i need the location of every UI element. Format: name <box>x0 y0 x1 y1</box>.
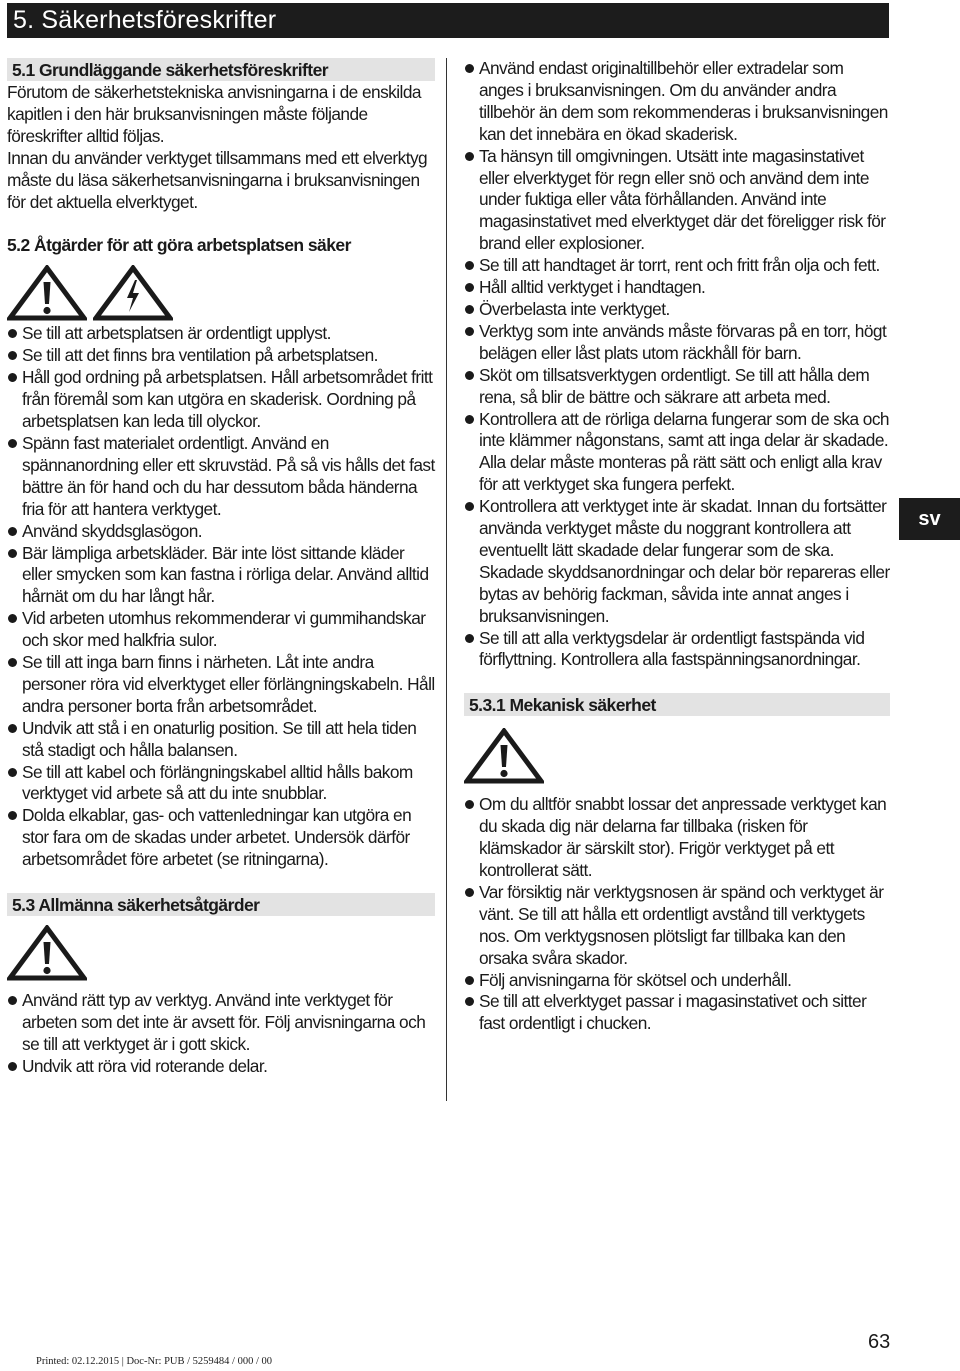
list-item: Kontrollera att de rörliga delarna fungerar som de ska och inte klämmer någonstans, samt att inga delar är skadade. Alla delar måste monteras på rätt sätt och enligt alla krav för att verktyget ska fungera perfekt. <box>464 409 890 497</box>
right-column <box>464 58 890 1035</box>
heading-5-3-1: 5.3.1 Mekanisk säkerhet <box>464 693 890 716</box>
list-item: Se till att handtaget är torrt, rent och fritt från olja och fett. <box>464 255 890 277</box>
warning-triangle-icon <box>7 925 87 981</box>
print-footer: Printed: 02.12.2015 | Doc-Nr: PUB / 5259484 / 000 / 00 <box>36 1356 273 1367</box>
list-item: Använd endast originaltillbehör eller extradelar som anges i bruksanvisningen. Om du använder andra tillbehör än dem som rekommenderas i bruksanvisningen kan det innebära en ökad skaderisk. <box>464 58 890 146</box>
heading-5-3: 5.3 Allmänna säkerhetsåtgärder <box>7 893 435 916</box>
warning-triangle-icon <box>7 265 87 321</box>
list-item: Om du alltför snabbt lossar det anpressade verktyget kan du skada dig när delarna far tillbaka (risken för klämskador är särskilt stor). Frigör verktyget på ett kontrollerat sätt. <box>464 794 890 882</box>
list-item: Håll alltid verktyget i handtagen. <box>464 277 890 299</box>
list-item: Undvik att stå i en onaturlig position. Se till att hela tiden stå stadigt och hålla balansen. <box>7 718 435 762</box>
list-item: Sköt om tillsatsverktygen ordentligt. Se till att hålla dem rena, så blir de bättre och säkrare att arbeta med. <box>464 365 890 409</box>
list-item: Ta hänsyn till omgivningen. Utsätt inte magasinstativet eller elverktyget för regn eller snö och använd dem inte under fuktiga eller våta förhållanden. Använd inte magasinstativet med elverktyget där det föreligger risk för brand eller explosioner. <box>464 146 890 256</box>
hazard-icons <box>7 265 435 321</box>
column-divider <box>446 58 447 1101</box>
list-item: Överbelasta inte verktyget. <box>464 299 890 321</box>
mechanical-warning <box>464 728 890 790</box>
left-column <box>7 58 435 1078</box>
intro-paragraph: Förutom de säkerhetstekniska anvisningarna i de enskilda kapitlen i den här bruksanvisningen måste följande föreskrifter alltid följas. <box>7 82 421 146</box>
heading-5-1: 5.1 Grundläggande säkerhetsföreskrifter <box>7 58 435 81</box>
list-item: Se till att det finns bra ventilation på arbetsplatsen. <box>7 345 435 367</box>
page-number: 63 <box>868 1331 891 1353</box>
general-safety-list-left <box>7 990 435 1078</box>
list-item: Dolda elkablar, gas- och vattenledningar kan utgöra en stor fara om de skadas under arbetet. Undersök därför arbetsområdet före arbetet (se ritningarna). <box>7 805 435 871</box>
warning-triangle-icon <box>464 728 544 784</box>
list-item: Se till att inga barn finns i närheten. Låt inte andra personer röra vid elverktyget eller förlängningskabeln. Håll andra personer borta från arbetsområdet. <box>7 652 435 718</box>
electric-hazard-icon <box>93 265 173 321</box>
section-title: 5. Säkerhetsföreskrifter <box>7 3 889 38</box>
list-item: Använd rätt typ av verktyg. Använd inte verktyget för arbeten som det inte är avsett för. Följ anvisningarna och se till att verktyget är i gott skick. <box>7 990 435 1056</box>
list-item: Kontrollera att verktyget inte är skadat. Innan du fortsätter använda verktyget måste du noggrant kontrollera att eventuellt lätt skadade delar fungerar som de ska. Skadade skyddsanordningar och delar bör repareras eller bytas av behörig fackman, såvida inte annat anges i bruksanvisningen. <box>464 496 890 627</box>
list-item: Var försiktig när verktygsnosen är spänd och verktyget är vänt. Se till att hålla ett ordentligt avstånd till verktygets nos. Om verktygsnosen plötsligt far tillbaka kan den orsaka svåra skador. <box>464 882 890 970</box>
heading-5-2: 5.2 Åtgärder för att göra arbetsplatsen säker <box>7 235 351 256</box>
general-safety-list-right <box>464 58 890 671</box>
list-item: Se till att elverktyget passar i magasinstativet och sitter fast ordentligt i chucken. <box>464 991 890 1035</box>
general-warning <box>7 925 435 987</box>
elverktyg-paragraph: Innan du använder verktyget tillsammans med ett elverktyg måste du läsa säkerhetsanvisningarna i bruksanvisningen för det aktuella elverktyget. <box>7 147 428 212</box>
list-item: Se till att kabel och förlängningskabel alltid hålls bakom verktyget vid arbete så att du inte snubblar. <box>7 762 435 806</box>
mechanical-safety-list <box>464 794 890 1035</box>
language-tab: sv <box>899 498 960 540</box>
list-item: Använd skyddsglasögon. <box>7 521 435 543</box>
list-item: Vid arbeten utomhus rekommenderar vi gummihandskar och skor med halkfria sulor. <box>7 608 435 652</box>
list-item: Spänn fast materialet ordentligt. Använd en spännanordning eller ett skruvstäd. På så vis hålls det fast bättre än för hand och du har dessutom båda händerna fria för att hantera verktyget. <box>7 433 435 521</box>
list-item: Bär lämpliga arbetskläder. Bär inte löst sittande kläder eller smycken som kan fastna i rörliga delar. Använd alltid hårnät om du har långt hår. <box>7 543 435 609</box>
list-item: Se till att alla verktygsdelar är ordentligt fastspända vid förflyttning. Kontrollera alla fastspänningsanordningar. <box>464 628 890 672</box>
workplace-safety-list <box>7 323 435 871</box>
list-item: Följ anvisningarna för skötsel och underhåll. <box>464 970 890 992</box>
list-item: Se till att arbetsplatsen är ordentligt upplyst. <box>7 323 435 345</box>
list-item: Undvik att röra vid roterande delar. <box>7 1056 435 1078</box>
list-item: Håll god ordning på arbetsplatsen. Håll arbetsområdet fritt från föremål som kan utgöra en skaderisk. Oordning på arbetsplatsen kan leda till olyckor. <box>7 367 435 433</box>
list-item: Verktyg som inte används måste förvaras på en torr, högt belägen eller låst plats utom räckhåll för barn. <box>464 321 890 365</box>
